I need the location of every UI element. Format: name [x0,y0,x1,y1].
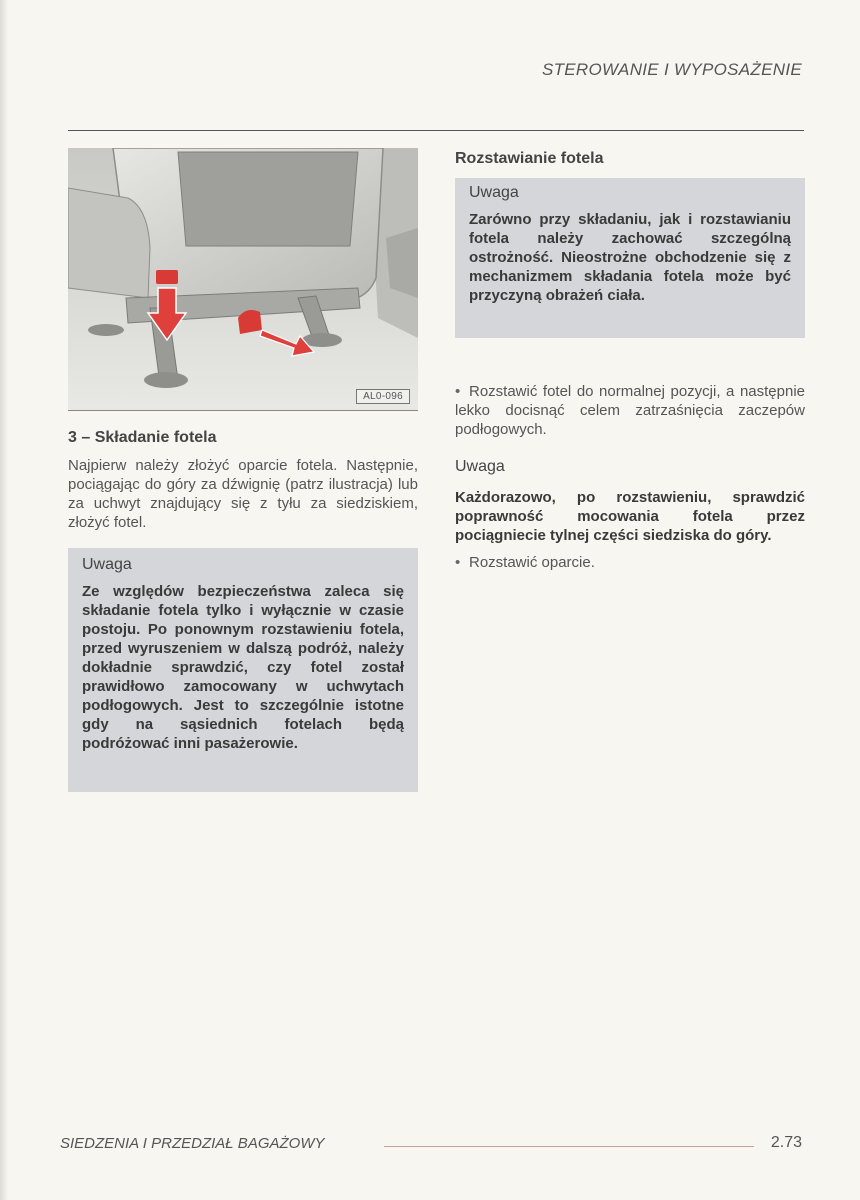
page-edge-shadow [0,0,8,1200]
section-title: Rozstawianie fotela [455,150,604,167]
footer-section: SIEDZENIA I PRZEDZIAŁ BAGAŻOWY [60,1135,325,1152]
page-number: 2.73 [770,1134,802,1151]
footer-rule [384,1146,754,1147]
figure-caption: 3 – Składanie fotela [68,429,217,446]
right-warning-note [455,178,805,338]
header-title: STEROWANIE I WYPOSAŻENIE [541,60,802,79]
note-title: Uwaga [469,184,519,201]
seat-illustration [68,148,418,410]
bullet-icon: • [455,554,461,571]
bold-paragraph: Każdorazowo, po rozstawieniu, sprawdzić poprawność mocowania fotela przez pociągniecie tylnej części siedziska do góry. [455,489,805,544]
seat-folding-figure [68,148,418,411]
figure-code: AL0-096 [356,389,410,404]
note-body: Zarówno przy składaniu, jak i rozstawianiu fotela należy zachować szczególną ostrożność. Nieostrożne obchodzenie się z mechanizmem składania fotela może być przyczyną obrażeń ciała. [469,211,791,304]
left-paragraph: Najpierw należy złożyć oparcie fotela. Następnie, pociągając do góry za dźwignię (patrz ilustracja) lub za uchwyt znajdujący się z tyłu za siedziskiem, złożyć fotel. [68,457,418,531]
note-heading: Uwaga [455,458,505,475]
left-warning-note [68,548,418,792]
header-rule [68,130,804,131]
bullet-item-2: • Rozstawić oparcie. [455,554,595,571]
note-title: Uwaga [82,556,132,573]
note-body: Ze względów bezpieczeństwa zaleca się składanie fotela tylko i wyłącznie w czasie postoju. Po ponownym rozstawieniu fotela, przed wyruszeniem w dalszą podróż, należy dokładnie sprawdzić, czy fotel został prawidłowo zamocowany w uchwytach podłogowych. Jest to szczególnie istotne gdy na sąsiednich fotelach będą podróżować inni pasażerowie. [82,583,404,752]
bullet-item-1: • Rozstawić fotel do normalnej pozycji, a następnie lekko docisnąć celem zatrzaśnięcia zaczepów podłogowych. [455,383,805,438]
bullet-icon: • [455,383,461,400]
lever-handle [156,270,178,284]
